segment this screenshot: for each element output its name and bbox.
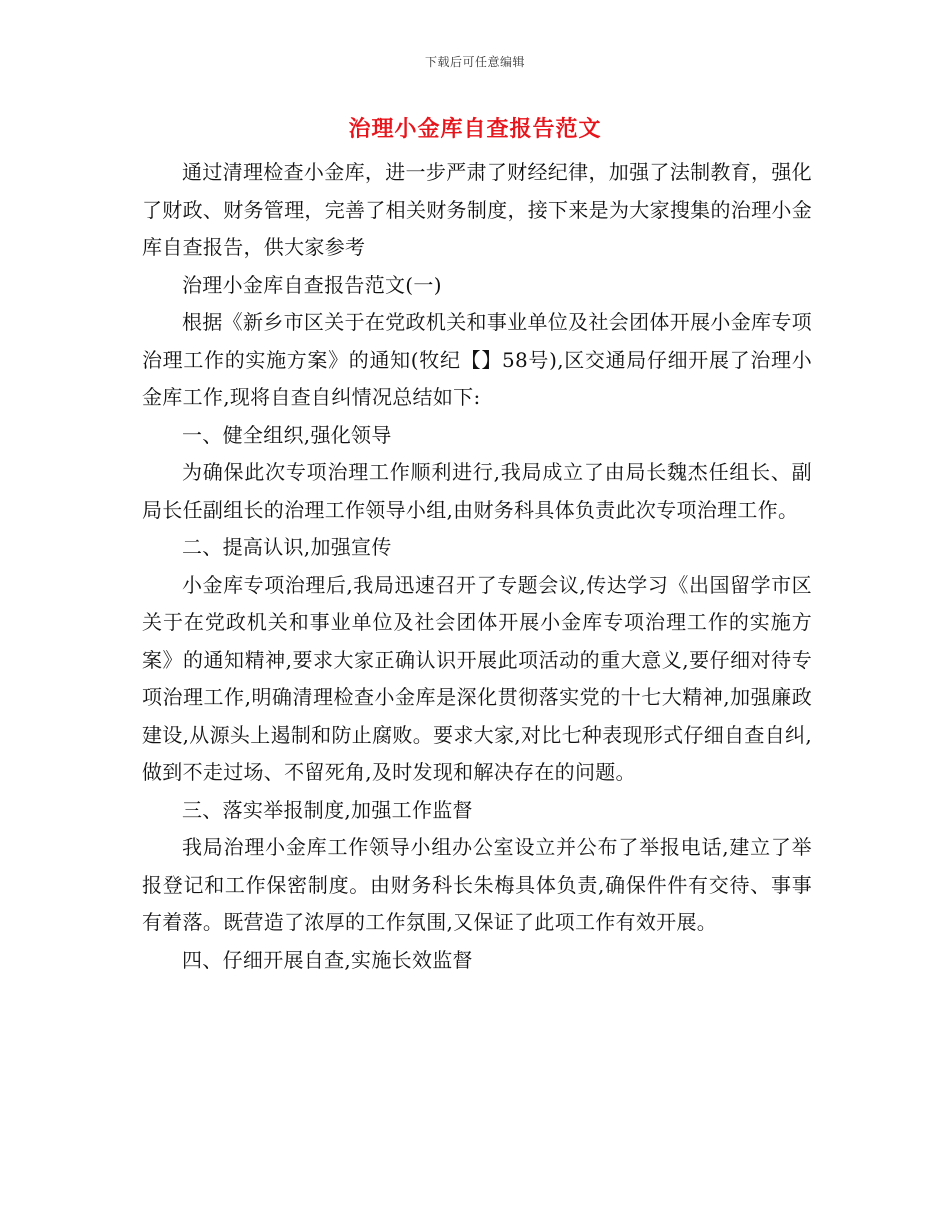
section-heading-2: 二、提高认识,加强宣传 [182, 535, 392, 559]
section-heading-3: 三、落实举报制度,加强工作监督 [182, 797, 473, 822]
intro-paragraph: 通过清理检查小金库，进一步严肃了财经纪律，加强了法制教育，强化了财政、财务管理，完善了相关财务制度，接下来是为大家搜集的治理小金库自查报告，供大家参考 [142, 160, 812, 259]
body-paragraph: 我局治理小金库工作领导小组办公室设立并公布了举报电话,建立了举报登记和工作保密制度。由财务科长朱梅具体负责,确保件件有交待、事事有着落。既营造了浓厚的工作氛围,又保证了此项工作有效开展。 [142, 835, 812, 934]
header-note: 下载后可任意编辑 [424, 55, 525, 69]
section-heading-1: 一、健全组织,强化领导 [182, 422, 392, 447]
section-heading-4: 四、仔细开展自查,实施长效监督 [182, 947, 473, 972]
subtitle-paragraph: 治理小金库自查报告范文(一) [182, 272, 442, 297]
body-paragraph: 根据《新乡市区关于在党政机关和事业单位及社会团体开展小金库专项治理工作的实施方案》的通知(牧纪【】58号),区交通局仔细开展了治理小金库工作,现将自查自纠情况总结如下: [142, 310, 812, 409]
body-paragraph: 为确保此次专项治理工作顺利进行,我局成立了由局长魏杰任组长、副局长任副组长的治理工作领导小组,由财务科具体负责此次专项治理工作。 [142, 460, 812, 522]
document-body [142, 154, 812, 979]
document-title: 治理小金库自查报告范文 [348, 116, 602, 142]
body-paragraph: 小金库专项治理后,我局迅速召开了专题会议,传达学习《出国留学市区关于在党政机关和事业单位及社会团体开展小金库专项治理工作的实施方案》的通知精神,要求大家正确认识开展此项活动的重大意义,要仔细对待专项治理工作,明确清理检查小金库是深化贯彻落实党的十七大精神,加强廉政建设,从源头上遏制和防止腐败。要求大家,对比七种表现形式仔细自查自纠,做到不走过场、不留死角,及时发现和解决存在的问题。 [142, 572, 812, 784]
